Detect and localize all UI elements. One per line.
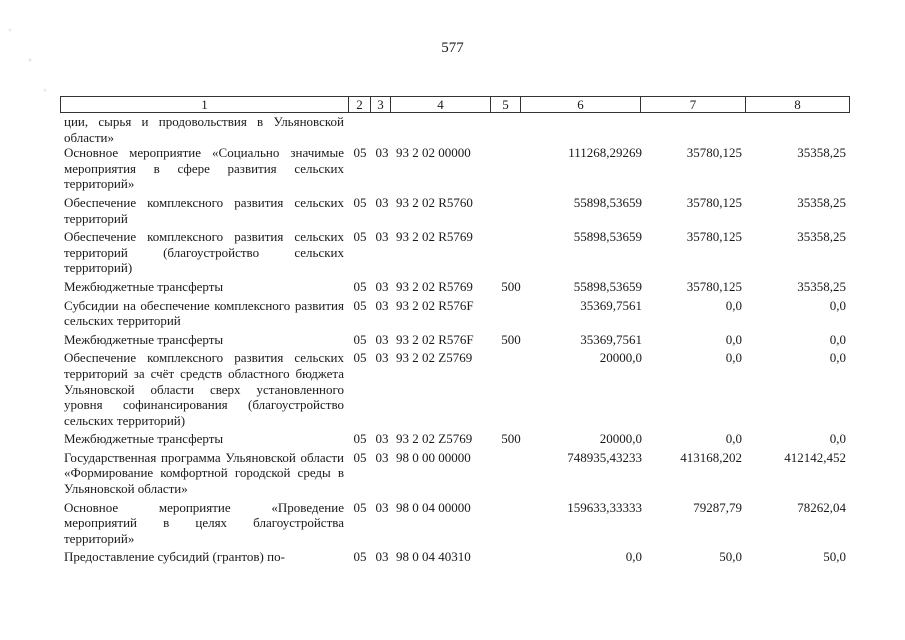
row-amount-col6: 748935,43233	[567, 449, 642, 465]
row-subsection: 03	[375, 549, 389, 565]
row-amount-col6: 35369,7561	[580, 331, 642, 347]
row-target-code: 98 0 00 00000	[396, 449, 471, 465]
row-target-code: 98 0 04 00000	[396, 499, 471, 515]
row-amount-col7: 35780,125	[686, 229, 742, 245]
row-section: 05	[353, 331, 367, 347]
table-row	[60, 114, 850, 145]
row-section: 05	[353, 350, 367, 366]
row-section: 05	[353, 297, 367, 313]
header-col-2: 2	[349, 97, 371, 112]
row-section: 05	[353, 229, 367, 245]
table-row	[60, 195, 850, 226]
row-target-code: 93 2 02 Z5769	[396, 350, 473, 366]
row-subsection: 03	[375, 331, 389, 347]
scan-noise	[0, 0, 60, 180]
header-col-3: 3	[371, 97, 391, 112]
row-amount-col7: 0,0	[725, 431, 742, 447]
header-col-5: 5	[491, 97, 521, 112]
row-expense-type: 500	[501, 331, 521, 347]
row-amount-col8: 35358,25	[797, 194, 846, 210]
row-amount-col8: 78262,04	[797, 499, 846, 515]
table-row	[60, 229, 850, 276]
row-name: Обеспечение комплексного развития сельских территорий	[64, 194, 344, 226]
table-header	[60, 96, 850, 113]
table-row	[60, 500, 850, 547]
row-subsection: 03	[375, 350, 389, 366]
table-row	[60, 332, 850, 348]
row-subsection: 03	[375, 194, 389, 210]
row-amount-col6: 55898,53659	[573, 194, 642, 210]
row-section: 05	[353, 549, 367, 565]
row-amount-col7: 0,0	[725, 331, 742, 347]
row-amount-col6: 55898,53659	[573, 229, 642, 245]
row-expense-type: 500	[501, 278, 521, 294]
row-amount-col6: 55898,53659	[573, 278, 642, 294]
row-amount-col6: 0,0	[625, 549, 642, 565]
row-subsection: 03	[375, 145, 389, 161]
row-name: Предоставление субсидий (грантов) по-	[64, 549, 285, 565]
table-row	[60, 450, 850, 497]
row-amount-col7: 0,0	[725, 297, 742, 313]
row-name: Государственная программа Ульяновской области «Формирование комфортной городской среды в Ульяновской области»	[64, 449, 344, 497]
row-amount-col8: 0,0	[829, 297, 846, 313]
row-section: 05	[353, 449, 367, 465]
row-amount-col7: 79287,79	[693, 499, 742, 515]
row-amount-col8: 412142,452	[784, 449, 846, 465]
table-row	[60, 279, 850, 295]
table-row	[60, 298, 850, 329]
row-target-code: 93 2 02 R5760	[396, 194, 473, 210]
row-target-code: 93 2 02 Z5769	[396, 431, 473, 447]
row-amount-col7: 35780,125	[686, 145, 742, 161]
row-target-code: 93 2 02 00000	[396, 145, 471, 161]
row-name: ции, сырья и продовольствия в Ульяновской области»	[64, 114, 344, 145]
row-target-code: 98 0 04 40310	[396, 549, 471, 565]
header-col-8: 8	[794, 97, 801, 112]
row-expense-type: 500	[501, 431, 521, 447]
row-subsection: 03	[375, 297, 389, 313]
row-subsection: 03	[375, 278, 389, 294]
row-name: Межбюджетные трансферты	[64, 278, 224, 294]
row-amount-col8: 0,0	[829, 431, 846, 447]
row-target-code: 93 2 02 R5769	[396, 229, 473, 245]
row-amount-col8: 0,0	[829, 331, 846, 347]
row-amount-col7: 35780,125	[686, 278, 742, 294]
table-row	[60, 350, 850, 428]
row-section: 05	[353, 145, 367, 161]
row-subsection: 03	[375, 229, 389, 245]
row-name: Межбюджетные трансферты	[64, 331, 224, 347]
row-amount-col8: 0,0	[829, 350, 846, 366]
row-amount-col6: 111268,29269	[568, 145, 642, 161]
row-section: 05	[353, 194, 367, 210]
row-section: 05	[353, 278, 367, 294]
row-name: Обеспечение комплексного развития сельских территорий (благоустройство сельских территорий)	[64, 229, 344, 276]
table-row	[60, 431, 850, 447]
row-amount-col7: 50,0	[719, 549, 742, 565]
row-target-code: 93 2 02 R576F	[396, 297, 474, 313]
row-subsection: 03	[375, 449, 389, 465]
row-amount-col6: 20000,0	[599, 350, 642, 366]
row-amount-col8: 35358,25	[797, 229, 846, 245]
row-amount-col7: 35780,125	[686, 194, 742, 210]
row-amount-col8: 35358,25	[797, 145, 846, 161]
row-subsection: 03	[375, 499, 389, 515]
row-amount-col8: 35358,25	[797, 278, 846, 294]
header-col-6: 6	[521, 97, 641, 112]
row-subsection: 03	[375, 431, 389, 447]
row-target-code: 93 2 02 R576F	[396, 331, 474, 347]
row-name: Межбюджетные трансферты	[64, 431, 224, 447]
row-target-code: 93 2 02 R5769	[396, 278, 473, 294]
row-section: 05	[353, 499, 367, 515]
row-amount-col6: 35369,7561	[580, 297, 642, 313]
row-amount-col7: 0,0	[725, 350, 742, 366]
row-name: Обеспечение комплексного развития сельских территорий за счёт средств областного бюджета Ульяновской области сверх установленного уровня софинансирования (благоустройство сельских территорий)	[64, 350, 344, 428]
row-amount-col6: 20000,0	[599, 431, 642, 447]
row-amount-col6: 159633,33333	[567, 499, 642, 515]
row-amount-col8: 50,0	[823, 549, 846, 565]
page-number: 577	[441, 40, 464, 56]
row-name: Основное мероприятие «Социально значимые мероприятия в сфере развития сельских территорий»	[64, 145, 344, 192]
header-col-7: 7	[641, 97, 746, 112]
header-col-1: 1	[61, 97, 349, 112]
header-col-4: 4	[391, 97, 491, 112]
table-body	[60, 114, 850, 565]
row-amount-col7: 413168,202	[680, 449, 742, 465]
table-row	[60, 145, 850, 192]
row-name: Основное мероприятие «Проведение мероприятий в целях благоустройства территорий»	[64, 499, 344, 546]
row-section: 05	[353, 431, 367, 447]
row-name: Субсидии на обеспечение комплексного развития сельских территорий	[64, 297, 344, 329]
table-row	[60, 549, 850, 565]
